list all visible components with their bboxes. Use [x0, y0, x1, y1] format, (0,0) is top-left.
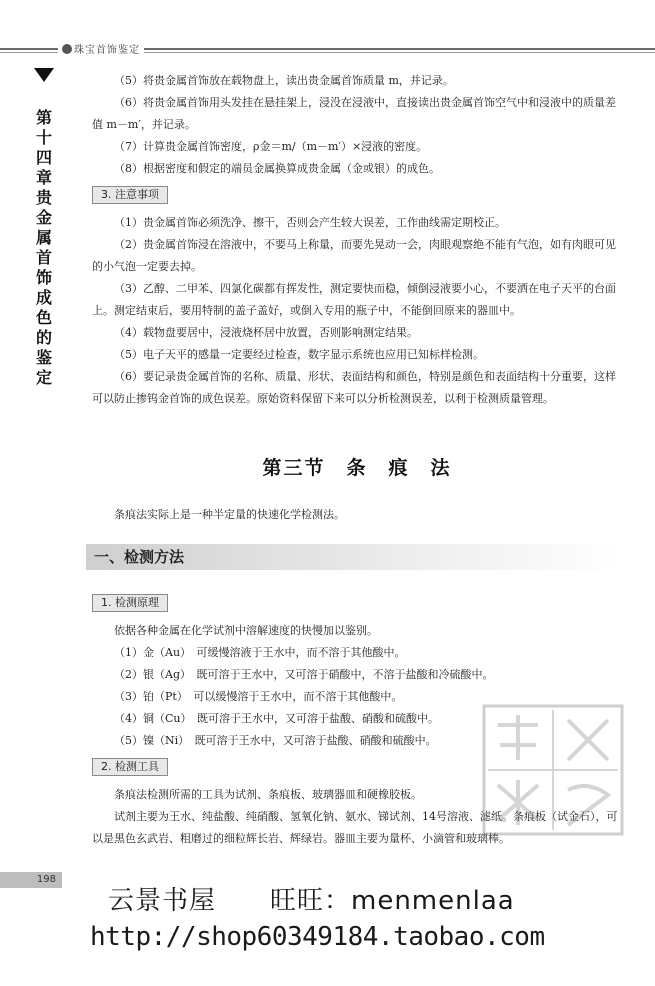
section-title: 第三节 条 痕 法 [262, 457, 452, 479]
method-heading: 一、检测方法 [86, 544, 622, 570]
section-intro: 条痕法实际上是一种半定量的快速化学检测法。 [114, 508, 345, 521]
page-body [92, 70, 622, 850]
principle-item: （5）镍（Ni） 既可溶于王水中，又可溶于盐酸、硝酸和硫酸中。 [114, 734, 437, 747]
step-paragraph: （5）将贵金属首饰放在载物盘上，读出贵金属首饰质量 m，并记录。 [114, 74, 454, 87]
watermark-store: 云景书屋 旺旺：menmenlaa [108, 886, 515, 916]
note-paragraph: （4）载物盘要居中，浸液烧杯居中放置，否则影响测定结果。 [114, 326, 418, 339]
watermark-url: http://shop60349184.taobao.com [90, 922, 545, 952]
tools-paragraph: 试剂主要为王水、纯盐酸、纯硝酸、氢氧化钠、氨水、锑试剂、14号溶液、滤纸。条痕板（试金石），可以是黑色玄武岩、粗磨过的细粒辉长岩、辉绿岩。器皿主要为量杯、小滴管和玻璃棒。 [92, 810, 618, 845]
principle-item: （3）铂（Pt） 可以缓慢溶于王水中，而不溶于其他酸中。 [114, 690, 403, 703]
note-paragraph: （1）贵金属首饰必须洗净、擦干，否则会产生较大误差，工作曲线需定期校正。 [114, 216, 506, 229]
note-paragraph: （3）乙醇、二甲苯、四氯化碳都有挥发性，测定要快而稳，倾倒浸液要小心，不要洒在电子天平的台面上。测定结束后，要用特制的盖子盖好，或倒入专用的瓶子中，不能倒回原来的器皿中。 [92, 282, 616, 317]
book-title [58, 41, 144, 56]
chapter-label: 第十四章 贵金属首饰成色的鉴定 [35, 108, 52, 387]
step-paragraph: （8）根据密度和假定的端员金属换算成贵金属（金或银）的成色。 [114, 162, 440, 175]
principle-intro: 依据各种金属在化学试剂中溶解速度的快慢加以鉴别。 [114, 624, 378, 637]
note-paragraph: （5）电子天平的感量一定要经过检查，数字显示系统也应用已知标样检测。 [114, 348, 484, 361]
step-paragraph: （6）将贵金属首饰用头发挂在悬挂架上，浸没在浸液中，直接读出贵金属首饰空气中和浸液中的质量差值 m－m′，并记录。 [92, 96, 616, 131]
principle-item: （1）金（Au） 可缓慢溶液于王水中，而不溶于其他酸中。 [114, 646, 406, 659]
principle-heading: 1. 检测原理 [92, 594, 168, 612]
notes-heading: 3. 注意事项 [92, 186, 168, 204]
running-header [0, 38, 655, 60]
step-paragraph: （7）计算贵金属首饰密度，ρ金＝m/（m－m′）×浸液的密度。 [114, 140, 428, 153]
note-paragraph: （2）贵金属首饰浸在溶液中，不要马上称量，而要先晃动一会，肉眼观察绝不能有气泡，如有肉眼可见的小气泡一定要去掉。 [92, 238, 616, 273]
chapter-diamond-icon [34, 68, 54, 82]
principle-item: （2）银（Ag） 既可溶于王水中，又可溶于硝酸中，不溶于盐酸和冷硫酸中。 [114, 668, 494, 681]
tools-paragraph: 条痕法检测所需的工具为试剂、条痕板、玻璃器皿和硬橡胶板。 [114, 788, 422, 801]
tools-heading: 2. 检测工具 [92, 758, 168, 776]
principle-item: （4）铜（Cu） 既可溶于王水中，又可溶于盐酸、硝酸和硫酸中。 [114, 712, 439, 725]
note-paragraph: （6）要记录贵金属首饰的名称、质量、形状、表面结构和颜色，特别是颜色和表面结构十分重要，这样可以防止掺钨金首饰的成色误差。原始资料保留下来可以分析检测误差，以利于检测质量管理。 [92, 370, 616, 405]
page-number: 198 [0, 872, 62, 888]
publisher-logo-icon [62, 44, 72, 54]
book-title-text: 珠宝首饰鉴定 [74, 45, 140, 56]
